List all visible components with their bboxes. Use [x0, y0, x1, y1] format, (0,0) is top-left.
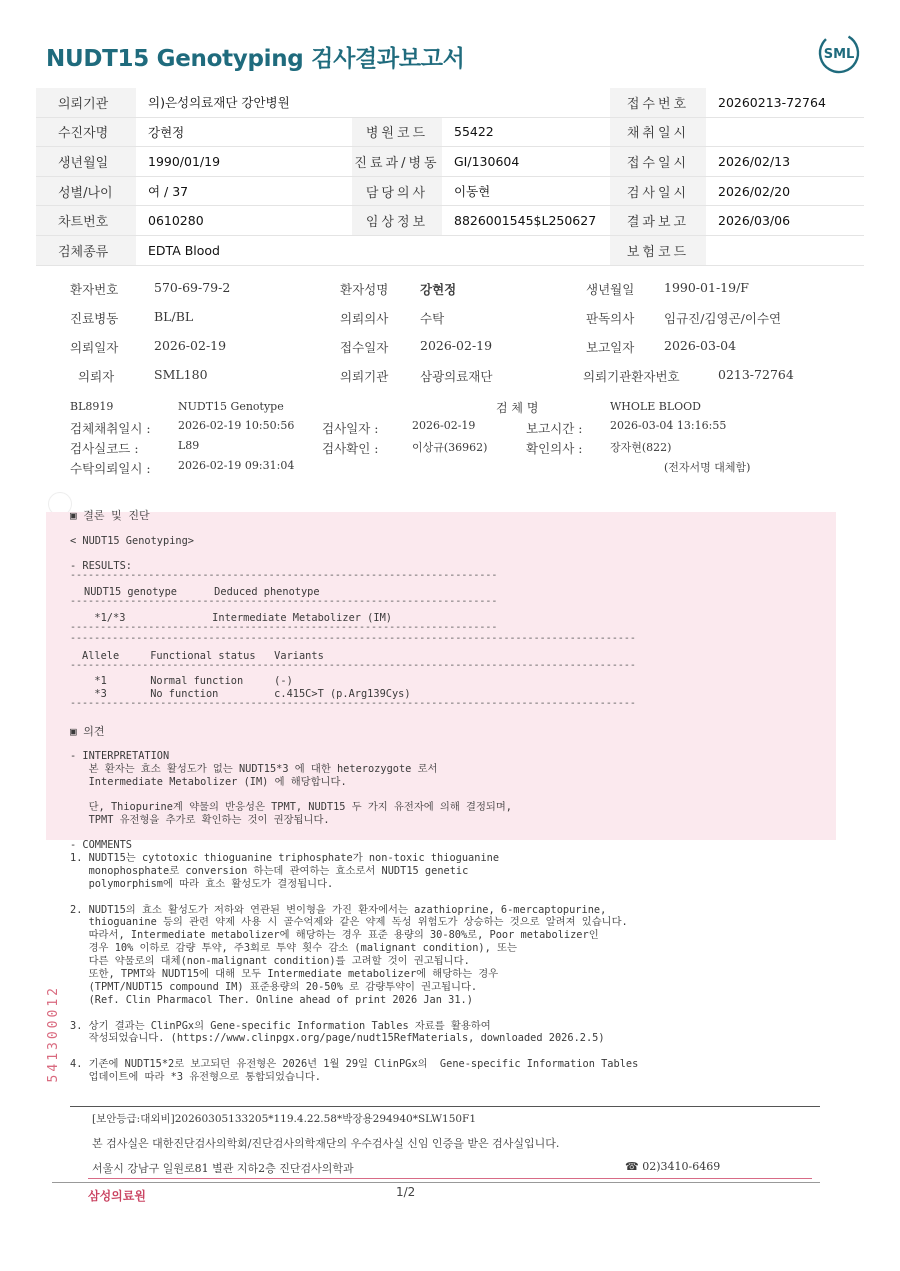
text-line	[70, 789, 512, 802]
header-label: 수진자명	[36, 117, 136, 147]
opinion-section-title: ▣ 의견	[70, 725, 105, 738]
patient-value: SML180	[154, 367, 208, 382]
page-title: NUDT15 Genotyping 검사결과보고서	[46, 46, 465, 72]
vertical-code: 541300012	[46, 985, 61, 1083]
text-line: thioguanine 등의 관련 약제 사용 시 골수억제와 같은 약제 독성 위험도가 상승하는 것으로 알려져 있습니다.	[70, 916, 628, 929]
results-header-genotype: NUDT15 genotype Deduced phenotype	[84, 586, 320, 598]
patient-label: 접수일자	[340, 340, 389, 355]
text-line: 3. 상기 결과는 ClinPGx의 Gene-specific Information Tables 자료를 활용하여	[70, 1019, 491, 1032]
interpretation-text	[70, 763, 512, 827]
header-value	[706, 117, 864, 147]
results-row-allele-3: *3 No function c.415C>T (p.Arg139Cys)	[82, 688, 411, 700]
patient-value: BL/BL	[154, 309, 194, 324]
interpretation-label: - INTERPRETATION	[70, 750, 170, 762]
patient-label: 의뢰일자	[70, 340, 119, 355]
patient-value: 2026-03-04	[664, 338, 737, 353]
footer-rule	[70, 1106, 820, 1107]
text-line: 4. 기존에 NUDT15*2로 보고되던 유전형은 2026년 1월 29일 ClinPGx의 Gene-specific Information Tables	[70, 1058, 639, 1071]
text-line: 2. NUDT15의 효소 활성도가 저하와 연관된 변이형을 가진 환자에서는 azathioprine, 6-mercaptopurine,	[70, 903, 607, 916]
text-line: Intermediate Metabolizer (IM) 에 해당합니다.	[70, 775, 347, 788]
pink-rule	[88, 1178, 812, 1179]
results-label: - RESULTS:	[70, 560, 132, 572]
specimen-label: 수탁의뢰일시 :	[70, 461, 151, 476]
text-line: 업데이트에 따라 *3 유전형으로 통합되었습니다.	[70, 1071, 321, 1084]
header-value: 20260213-72764	[706, 88, 864, 117]
text-line	[70, 891, 638, 904]
specimen-value: 2026-03-04 13:16:55	[610, 419, 727, 432]
esign-note: (전자서명 대체함)	[664, 461, 751, 474]
header-row	[36, 88, 864, 117]
specimen-test: NUDT15 Genotype	[178, 400, 284, 413]
header-value	[706, 235, 864, 265]
header-label: 결과보고	[610, 206, 706, 236]
text-line	[70, 1007, 638, 1020]
specimen-value: 장자현(822)	[610, 441, 672, 454]
text-line: (Ref. Clin Pharmacol Ther. Online ahead of print 2026 Jan 31.)	[70, 993, 473, 1006]
patient-value: 1990-01-19/F	[664, 280, 749, 295]
specimen-label: 검사일자 :	[322, 421, 379, 436]
specimen-label: 검사확인 :	[322, 441, 379, 456]
patient-label: 의뢰의사	[340, 311, 389, 326]
text-line: 본 환자는 효소 활성도가 없는 NUDT15*3 에 대한 heterozygote 로서	[70, 763, 438, 775]
text-line: 또한, TPMT와 NUDT15에 대해 모두 Intermediate metabolizer에 해당하는 경우	[70, 968, 499, 981]
header-value: 여 / 37	[136, 176, 352, 206]
rule: ----------------------------------------------------------------------------------------------	[70, 660, 636, 671]
header-value: 의)은성의료재단 강안병원	[136, 88, 352, 117]
hospital-name: 삼성의료원	[88, 1189, 146, 1203]
header-label: 검사일시	[610, 176, 706, 206]
patient-label: 생년월일	[586, 282, 635, 297]
header-label: 채취일시	[610, 117, 706, 147]
header-label: 성별/나이	[36, 176, 136, 206]
results-section-title: ▣ 결론 및 진단	[70, 509, 150, 522]
patient-value: 강현정	[420, 282, 457, 297]
bottom-rule	[52, 1182, 820, 1183]
text-line: polymorphism에 따라 효소 활성도가 결정됩니다.	[70, 877, 334, 890]
header-label	[352, 235, 442, 265]
specimen-value: 2026-02-19 09:31:04	[178, 459, 295, 472]
text-line	[70, 1045, 638, 1058]
header-row	[36, 147, 864, 177]
sml-logo	[818, 32, 860, 74]
rule: -----------------------------------------------------------------------	[70, 596, 498, 607]
header-label: 접수번호	[610, 88, 706, 117]
header-label	[352, 88, 442, 117]
text-line: 경우 10% 이하로 감량 투약, 주3회로 투약 횟수 감소 (malignant condition), 또는	[70, 942, 517, 955]
text-line: TPMT 유전형을 추가로 확인하는 것이 권장됩니다.	[70, 814, 330, 827]
header-label: 의뢰기관	[36, 88, 136, 117]
header-value: EDTA Blood	[136, 235, 352, 265]
specimen-value: 2026-02-19 10:50:56	[178, 419, 295, 432]
patient-label: 판독의사	[586, 311, 635, 326]
header-value: 2026/02/20	[706, 176, 864, 206]
text-line: 다른 약물로의 대체(non-malignant condition)를 고려할 것이 권고됩니다.	[70, 955, 470, 968]
header-label: 접수일시	[610, 147, 706, 177]
patient-label: 의뢰기관환자번호	[583, 369, 680, 384]
patient-value: 임규진/김영곤/이수연	[664, 311, 782, 326]
specimen-code: BL8919	[70, 400, 114, 413]
patient-label: 환자성명	[340, 282, 389, 297]
header-value: 55422	[442, 117, 610, 147]
comments-label: - COMMENTS	[70, 839, 132, 851]
specimen-label: 검사실코드 :	[70, 441, 139, 456]
header-value: 강현정	[136, 117, 352, 147]
certification-text: 본 검사실은 대한진단검사의학회/진단검사의학재단의 우수검사실 신임 인증을 받은 검사실입니다.	[92, 1137, 560, 1150]
header-value	[442, 88, 610, 117]
header-label: 병원코드	[352, 117, 442, 147]
address-text: 서울시 강남구 일원로81 별관 지하2층 진단검사의학과	[92, 1162, 354, 1175]
header-value: 1990/01/19	[136, 147, 352, 177]
header-value	[442, 235, 610, 265]
specimen-value: L89	[178, 439, 200, 452]
header-label: 진료과/병동	[352, 147, 442, 177]
results-test-name: < NUDT15 Genotyping>	[70, 535, 194, 547]
text-line: (TPMT/NUDT15 compound IM) 표준용량의 20-50% 로 감량투약이 권고됩니다.	[70, 980, 478, 993]
rule: ----------------------------------------------------------------------------------------------	[70, 633, 636, 644]
patient-value: 2026-02-19	[154, 338, 227, 353]
patient-value: 수탁	[420, 311, 445, 326]
patient-label: 환자번호	[70, 282, 119, 297]
header-row	[36, 235, 864, 265]
header-label: 생년월일	[36, 147, 136, 177]
text-line: 따라서, Intermediate metabolizer에 해당하는 경우 표준 용량의 30-80%로, Poor metabolizer인	[70, 929, 599, 942]
header-value: 2026/03/06	[706, 206, 864, 236]
header-label: 임상정보	[352, 206, 442, 236]
header-row	[36, 176, 864, 206]
results-row-allele-1: *1 Normal function (-)	[82, 675, 293, 687]
header-label: 보험코드	[610, 235, 706, 265]
header-value: GI/130604	[442, 147, 610, 177]
specimen-value: 이상규(36962)	[412, 441, 488, 454]
header-value: 8826001545$L250627	[442, 206, 610, 236]
rule: -----------------------------------------------------------------------	[70, 570, 498, 581]
text-line: monophosphate로 conversion 하는데 관여하는 효소로서 NUDT15 genetic	[70, 864, 469, 877]
header-label: 담당의사	[352, 176, 442, 206]
logo-text: SML	[823, 47, 855, 62]
patient-label: 의뢰자	[78, 369, 115, 384]
report-header-table	[36, 88, 864, 266]
patient-value: 570-69-79-2	[154, 280, 231, 295]
specimen-sample-label: 검 체 명	[496, 401, 539, 415]
text-line: 작성되었습니다. (https://www.clinpgx.org/page/nudt15RefMaterials, downloaded 2026.2.5)	[70, 1032, 605, 1045]
patient-value: 2026-02-19	[420, 338, 493, 353]
patient-value: 삼광의료재단	[420, 369, 493, 384]
specimen-label: 확인의사 :	[526, 441, 583, 456]
header-value: 0610280	[136, 206, 352, 236]
header-value: 이동현	[442, 176, 610, 206]
page-number: 1/2	[396, 1185, 416, 1199]
patient-label: 진료병동	[70, 311, 119, 326]
header-row	[36, 117, 864, 147]
results-row-genotype: *1/*3 Intermediate Metabolizer (IM)	[82, 612, 392, 624]
specimen-label: 보고시간 :	[526, 421, 583, 436]
text-line: 단, Thiopurine계 약물의 반응성은 TPMT, NUDT15 두 가지 유전자에 의해 결정되며,	[70, 801, 513, 814]
patient-label: 의뢰기관	[340, 369, 389, 384]
specimen-label: 검체채취일시 :	[70, 421, 151, 436]
patient-value: 0213-72764	[718, 367, 794, 382]
header-label: 차트번호	[36, 206, 136, 236]
phone-text: ☎ 02)3410-6469	[625, 1160, 721, 1173]
comments-text	[70, 852, 638, 1084]
results-header-allele: Allele Functional status Variants	[82, 650, 324, 662]
header-value: 2026/02/13	[706, 147, 864, 177]
specimen-sample: WHOLE BLOOD	[610, 400, 701, 413]
rule: -----------------------------------------------------------------------	[70, 622, 498, 633]
header-row	[36, 206, 864, 236]
text-line: 1. NUDT15는 cytotoxic thioguanine triphosphate가 non-toxic thioguanine	[70, 852, 500, 864]
patient-label: 보고일자	[586, 340, 635, 355]
specimen-value: 2026-02-19	[412, 419, 476, 432]
header-label: 검체종류	[36, 235, 136, 265]
security-line: [보안등급:대외비]20260305133205*119.4.22.58*박장용294940*SLW150F1	[92, 1113, 477, 1125]
rule: ----------------------------------------------------------------------------------------------	[70, 698, 636, 709]
